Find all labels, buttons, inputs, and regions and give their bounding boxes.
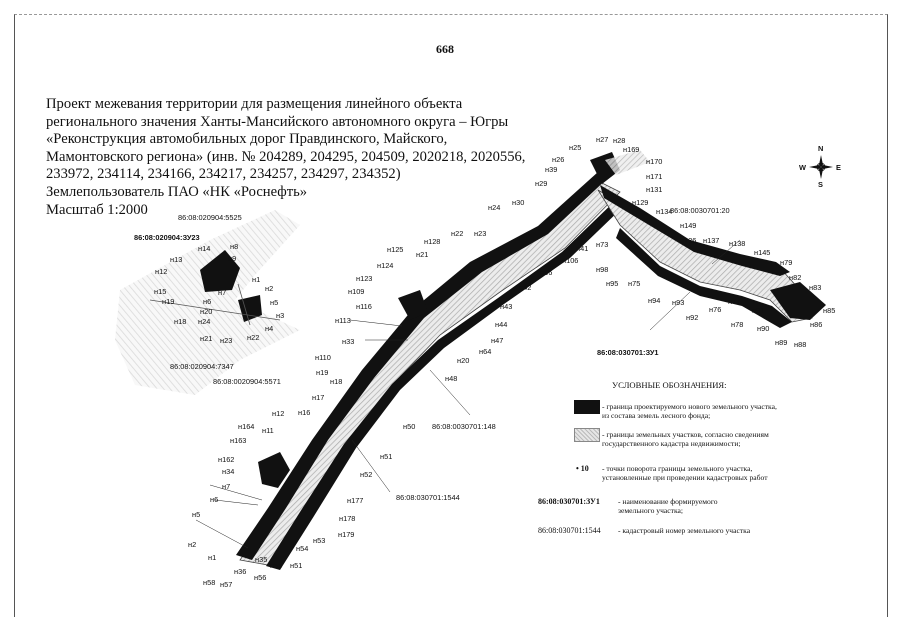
point-label: н110: [315, 353, 331, 362]
point-label: н4: [265, 324, 274, 333]
point-label: н22: [247, 333, 260, 342]
cadastral-label: 86:08:0030701:20: [670, 206, 730, 215]
point-label: н51: [380, 452, 393, 461]
parcel-name-label: 86:08:020904:ЗУ23: [134, 233, 200, 242]
point-label: н123: [356, 274, 373, 283]
point-label: н19: [316, 368, 329, 377]
point-label: н1: [252, 275, 261, 284]
point-label: н57: [220, 580, 233, 589]
point-label: н131: [646, 185, 663, 194]
point-label: н18: [330, 377, 343, 386]
point-label: н134: [656, 207, 673, 216]
cadastral-label: 86:08:020904:5525: [178, 213, 242, 222]
point-label: н47: [491, 336, 504, 345]
point-label: н21: [416, 250, 429, 259]
point-label: н138: [729, 239, 746, 248]
point-label: н77: [728, 297, 741, 306]
point-label: н26: [552, 155, 565, 164]
point-label: н8: [230, 242, 239, 251]
point-label: н16: [298, 408, 311, 417]
cadastral-label: 86:08:020904:7347: [170, 362, 234, 371]
point-label: н89: [775, 338, 788, 347]
point-label: н23: [220, 336, 233, 345]
point-label: н25: [569, 143, 582, 152]
point-label: н20: [457, 356, 470, 365]
point-label: н42: [519, 283, 532, 292]
point-label: н149: [680, 221, 697, 230]
point-label: н18: [174, 317, 187, 326]
point-label: н50: [403, 422, 416, 431]
point-label: н93: [672, 298, 685, 307]
point-label: н137: [703, 236, 720, 245]
point-label: н43: [500, 302, 513, 311]
point-label: н124: [377, 261, 394, 270]
point-label: н55: [270, 561, 283, 570]
point-label: н64: [479, 347, 492, 356]
point-label: н41: [576, 244, 589, 253]
parcel-name-label: 86:08:030701:ЗУ1: [597, 348, 659, 357]
point-label: н27: [596, 135, 609, 144]
point-label: н169: [623, 145, 640, 154]
title-line: Мамонтовского региона» (инв. № 204289, 204295, 204509, 2020218, 2020556,: [46, 148, 526, 165]
point-label: н66: [540, 268, 553, 277]
point-label: н85: [823, 306, 836, 315]
point-label: н6: [210, 495, 219, 504]
point-label: н92: [686, 313, 699, 322]
point-label: н136: [680, 236, 697, 245]
point-label: н145: [754, 248, 771, 257]
point-label: н95: [606, 279, 619, 288]
point-label: н163: [230, 436, 247, 445]
point-label: н91: [752, 306, 765, 315]
point-label: н9: [228, 254, 237, 263]
point-label: н39: [545, 165, 558, 174]
point-label: н109: [348, 287, 365, 296]
point-label: н83: [809, 283, 822, 292]
point-label: н82: [789, 273, 802, 282]
point-label: н7: [218, 288, 227, 297]
point-label: н2: [188, 540, 197, 549]
point-label: н164: [238, 422, 255, 431]
title-line: 233972, 234114, 234166, 234217, 234257, 234297, 234352): [46, 166, 401, 183]
point-label: н5: [270, 298, 279, 307]
compass-e: E: [836, 163, 841, 172]
compass-s: S: [818, 180, 823, 189]
point-label: н52: [360, 470, 373, 479]
point-label: н35: [255, 555, 268, 564]
cadastral-label: 86:08:030701:1544: [396, 493, 460, 502]
point-label: н22: [451, 229, 464, 238]
point-label: н125: [387, 245, 404, 254]
title-line: «Реконструкция автомобильных дорог Правдинского, Майского,: [46, 131, 448, 148]
point-label: н5: [192, 510, 201, 519]
cadastral-label: 86:08:0030701:148: [432, 422, 496, 431]
point-label: н34: [222, 467, 235, 476]
point-label: н11: [262, 426, 274, 435]
legend-title: УСЛОВНЫЕ ОБОЗНАЧЕНИЯ:: [612, 380, 727, 390]
point-label: н14: [198, 244, 211, 253]
scale: Масштаб 1:2000: [46, 201, 148, 218]
point-label: н116: [356, 302, 372, 311]
point-label: н90: [757, 324, 770, 333]
cadastral-label: 86:08:0020904:5571: [213, 377, 281, 386]
point-label: н44: [495, 320, 508, 329]
point-label: н19: [162, 297, 175, 306]
point-label: н56: [254, 573, 267, 582]
point-label: н170: [646, 157, 663, 166]
point-label: н13: [170, 255, 183, 264]
point-label: н7: [222, 482, 231, 491]
point-label: н28: [613, 136, 626, 145]
title-line: Проект межевания территории для размещения линейного объекта: [46, 96, 463, 112]
point-label: н12: [155, 267, 168, 276]
point-label: н79: [780, 258, 793, 267]
land-user: Землепользователь ПАО «НК «Роснефть»: [46, 183, 308, 200]
point-label: н53: [313, 536, 326, 545]
point-label: н48: [445, 374, 458, 383]
point-label: н15: [154, 287, 167, 296]
point-label: н73: [596, 240, 609, 249]
point-label: н51: [290, 561, 303, 570]
point-label: н88: [794, 340, 807, 349]
page-number: 668: [436, 42, 454, 56]
point-label: н33: [342, 337, 355, 346]
point-label: н6: [203, 297, 212, 306]
point-label: н179: [338, 530, 355, 539]
point-label: н12: [272, 409, 285, 418]
point-label: н113: [335, 316, 351, 325]
point-label: н36: [234, 567, 247, 576]
point-label: н171: [646, 172, 663, 181]
point-label: н78: [731, 320, 744, 329]
point-label: н17: [312, 393, 325, 402]
point-label: н94: [648, 296, 661, 305]
compass-n: N: [818, 144, 824, 153]
point-label: н54: [296, 544, 309, 553]
point-label: н29: [535, 179, 548, 188]
point-label: н1: [208, 553, 217, 562]
point-label: н58: [203, 578, 216, 587]
hatch-swatch-icon: [574, 428, 600, 442]
point-label: н178: [339, 514, 356, 523]
title-line: регионального значения Ханты-Мансийского автономного округа – Югры: [46, 113, 509, 130]
point-label: н106: [562, 256, 579, 265]
point-label: н86: [810, 320, 823, 329]
point-label: н30: [512, 198, 525, 207]
point-label: н177: [347, 496, 364, 505]
point-label: н162: [218, 455, 235, 464]
point-label: н21: [200, 334, 213, 343]
black-swatch-icon: [574, 400, 600, 414]
point-label: н75: [628, 279, 641, 288]
point-label: н24: [198, 317, 211, 326]
point-label: н2: [265, 284, 274, 293]
point-label: н23: [474, 229, 487, 238]
point-label: н3: [276, 311, 285, 320]
point-label: н20: [200, 307, 213, 316]
point-label: н76: [709, 305, 722, 314]
compass-w: W: [799, 163, 806, 172]
point-label: н24: [488, 203, 501, 212]
point-label: н129: [632, 198, 649, 207]
point-label: н128: [424, 237, 441, 246]
point-label: н98: [596, 265, 609, 274]
